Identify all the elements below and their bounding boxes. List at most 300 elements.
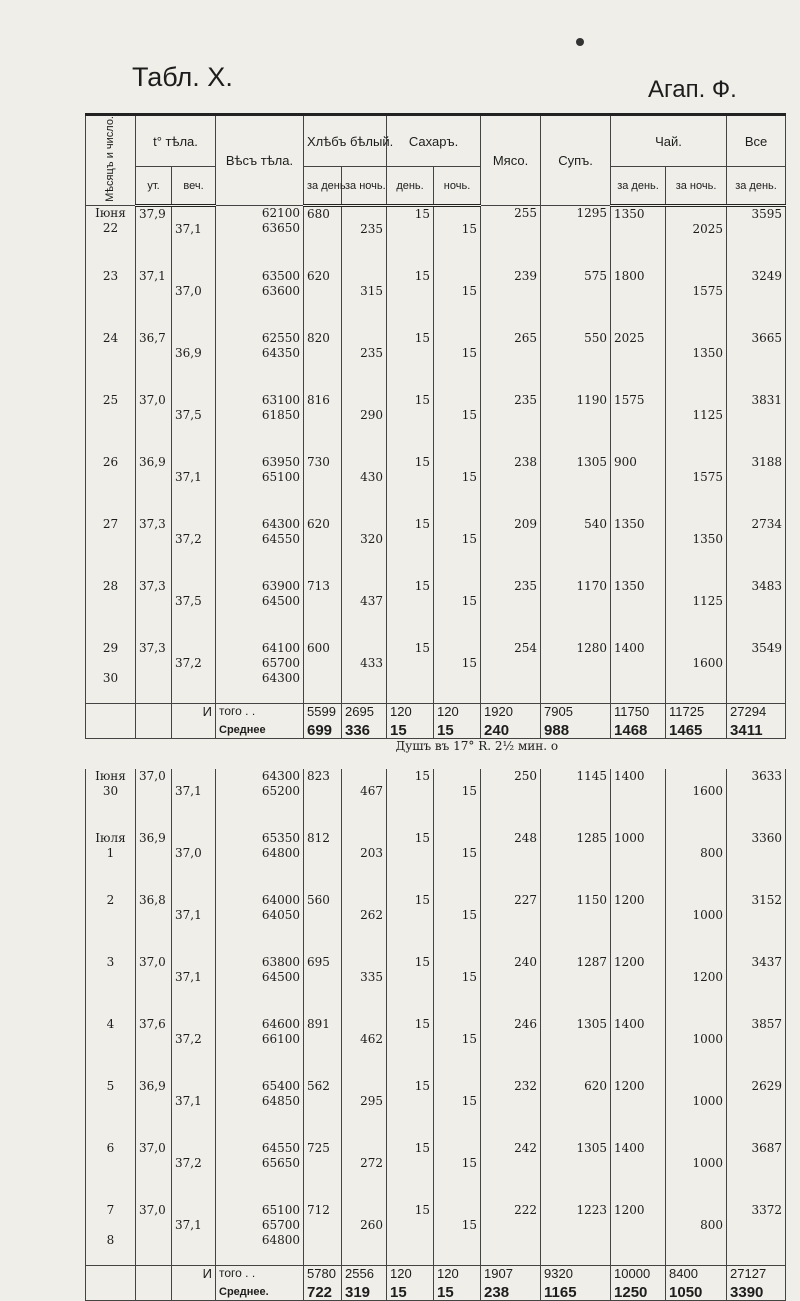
total-day-total-cell bbox=[727, 1265, 786, 1300]
meat-average: 240 bbox=[484, 721, 510, 739]
tea-day-cell bbox=[611, 455, 666, 517]
soup-cell bbox=[541, 831, 611, 893]
table-row bbox=[86, 517, 786, 579]
ink-dot bbox=[576, 38, 584, 46]
temp-morning-value: 37,0 bbox=[139, 392, 166, 407]
empty-cell bbox=[86, 1265, 136, 1300]
weight-value: 64300 bbox=[261, 516, 300, 531]
temp-morning-cell bbox=[136, 269, 172, 331]
table-row bbox=[86, 641, 786, 704]
sugar-day-value: 15 bbox=[414, 268, 431, 283]
weight-value: 64550 bbox=[261, 1140, 300, 1155]
temp-evening-cell bbox=[172, 955, 216, 1017]
col-bread-night: за ночь. bbox=[342, 167, 387, 206]
sugar-day-cell bbox=[387, 893, 434, 955]
bread-day-value: 725 bbox=[307, 1140, 330, 1155]
soup-value: 540 bbox=[584, 516, 608, 531]
totals-label-cell bbox=[216, 1265, 304, 1300]
tea-night-value: 1125 bbox=[692, 593, 724, 608]
date-day: 28 bbox=[102, 578, 119, 593]
meat-value: 246 bbox=[514, 1016, 538, 1031]
col-tea-header: Чай. bbox=[611, 115, 727, 167]
col-temp-morning: ут. bbox=[136, 167, 172, 206]
meat-cell bbox=[481, 455, 541, 517]
temp-evening-cell bbox=[172, 831, 216, 893]
bread-day-cell bbox=[304, 1079, 342, 1141]
weight-value: 62550 bbox=[261, 330, 300, 345]
tea-night-value: 1000 bbox=[692, 1093, 724, 1108]
tea-night-cell bbox=[666, 331, 727, 393]
weight-value: 64600 bbox=[261, 1016, 300, 1031]
tea-night-cell bbox=[666, 955, 727, 1017]
temp-morning-cell bbox=[136, 393, 172, 455]
table-title: Табл. X. bbox=[132, 62, 233, 92]
temp-evening-cell bbox=[172, 893, 216, 955]
sugar-night-value: 15 bbox=[461, 407, 478, 422]
weight-value: 63500 bbox=[261, 268, 300, 283]
weight-cell bbox=[216, 831, 304, 893]
meat-total-cell bbox=[481, 703, 541, 738]
weight-value: 64500 bbox=[261, 969, 300, 984]
bread-day-value: 620 bbox=[307, 268, 330, 283]
tea-day-value: 1000 bbox=[614, 830, 645, 845]
weight-cell bbox=[216, 769, 304, 831]
bread-day-cell bbox=[304, 641, 342, 704]
bread-day-cell bbox=[304, 831, 342, 893]
sugar-day-cell bbox=[387, 1203, 434, 1266]
bread-night-cell bbox=[342, 769, 387, 831]
col-tea-day: за день. bbox=[611, 167, 666, 206]
total-day-cell bbox=[727, 1017, 786, 1079]
tea-night-cell bbox=[666, 517, 727, 579]
sugar-day-total: 120 bbox=[390, 1265, 412, 1281]
sugar-day-total: 120 bbox=[390, 703, 412, 719]
meat-average: 238 bbox=[484, 1283, 510, 1301]
date-day: 4 bbox=[106, 1016, 115, 1031]
totals-label-initial-cell bbox=[172, 703, 216, 738]
temp-morning-value: 37,3 bbox=[139, 640, 166, 655]
temp-morning-value: 37,0 bbox=[139, 768, 166, 783]
col-temp-header: t° тѣла. bbox=[136, 115, 216, 167]
bread-night-value: 430 bbox=[360, 469, 384, 484]
tea-day-cell bbox=[611, 579, 666, 641]
total-day-cell bbox=[727, 1141, 786, 1203]
soup-cell bbox=[541, 517, 611, 579]
total-day-value: 3188 bbox=[751, 454, 783, 469]
col-bread-header: Хлѣбъ бѣлый. bbox=[304, 115, 387, 167]
weight-cell bbox=[216, 1079, 304, 1141]
tea-day-cell bbox=[611, 955, 666, 1017]
meat-cell bbox=[481, 831, 541, 893]
date-cell bbox=[86, 955, 136, 1017]
total-day-cell bbox=[727, 1203, 786, 1266]
sugar-night-value: 15 bbox=[461, 531, 478, 546]
bread-night-cell bbox=[342, 331, 387, 393]
bread-night-value: 260 bbox=[360, 1217, 384, 1232]
meat-value: 238 bbox=[514, 454, 538, 469]
date-cell bbox=[86, 1203, 136, 1266]
date-day: 30 bbox=[102, 783, 119, 798]
tea-night-average: 1050 bbox=[669, 1283, 703, 1301]
soup-cell bbox=[541, 769, 611, 831]
tea-night-value: 1600 bbox=[692, 783, 724, 798]
date-cell bbox=[86, 331, 136, 393]
sugar-day-cell bbox=[387, 269, 434, 331]
bread-day-cell bbox=[304, 1017, 342, 1079]
weight-value: 64000 bbox=[261, 892, 300, 907]
temp-evening-cell bbox=[172, 331, 216, 393]
sugar-night-value: 15 bbox=[461, 469, 478, 484]
table-row bbox=[86, 1017, 786, 1079]
sugar-night-cell bbox=[434, 205, 481, 269]
temp-morning-value: 36,9 bbox=[139, 454, 166, 469]
date-month: Іюня bbox=[95, 768, 126, 783]
meat-value: 239 bbox=[514, 268, 538, 283]
meat-value: 222 bbox=[514, 1202, 538, 1217]
tea-day-cell bbox=[611, 1141, 666, 1203]
tea-night-total: 11725 bbox=[669, 703, 705, 719]
totals-label-cell bbox=[216, 703, 304, 738]
total-day-value: 3857 bbox=[751, 1016, 783, 1031]
date-day: 25 bbox=[102, 392, 119, 407]
meat-cell bbox=[481, 1079, 541, 1141]
tea-night-total-cell bbox=[666, 1265, 727, 1300]
bread-total-cell bbox=[342, 1265, 387, 1300]
total-day-average: 3411 bbox=[730, 721, 763, 739]
temp-evening-value: 37,2 bbox=[175, 1031, 202, 1046]
bread-day-value: 816 bbox=[307, 392, 330, 407]
tea-day-total: 11750 bbox=[614, 703, 650, 719]
sugar-night-cell bbox=[434, 269, 481, 331]
bread-night-value: 335 bbox=[360, 969, 384, 984]
temp-evening-value: 37,2 bbox=[175, 531, 202, 546]
sugar-day-value: 15 bbox=[414, 516, 431, 531]
bread-day-value: 713 bbox=[307, 578, 330, 593]
weight-cell bbox=[216, 269, 304, 331]
total-day-value: 3831 bbox=[751, 392, 783, 407]
meat-cell bbox=[481, 269, 541, 331]
sugar-day-value: 15 bbox=[414, 330, 431, 345]
temp-morning-cell bbox=[136, 831, 172, 893]
tea-day-value: 1800 bbox=[614, 268, 645, 283]
tea-day-cell bbox=[611, 1017, 666, 1079]
col-soup-header: Супъ. bbox=[541, 115, 611, 206]
meat-value: 254 bbox=[514, 640, 538, 655]
temp-morning-cell bbox=[136, 205, 172, 269]
table-row bbox=[86, 205, 786, 269]
tea-night-cell bbox=[666, 769, 727, 831]
tea-night-cell bbox=[666, 579, 727, 641]
meat-value: 235 bbox=[514, 392, 538, 407]
meat-cell bbox=[481, 1141, 541, 1203]
table-row bbox=[86, 455, 786, 517]
sugar-night-value: 15 bbox=[461, 1031, 478, 1046]
bread-day-cell bbox=[304, 769, 342, 831]
tea-night-cell bbox=[666, 1079, 727, 1141]
tea-day-value: 1400 bbox=[614, 1016, 645, 1031]
soup-value: 1287 bbox=[576, 954, 608, 969]
weight-total-cell bbox=[304, 703, 342, 738]
sugar-night-value: 15 bbox=[461, 1093, 478, 1108]
meat-value: 255 bbox=[514, 205, 538, 220]
tea-day-cell bbox=[611, 1079, 666, 1141]
total-day-value: 3372 bbox=[751, 1202, 783, 1217]
tea-night-value: 1125 bbox=[692, 407, 724, 422]
temp-morning-cell bbox=[136, 893, 172, 955]
sugar-night-value: 15 bbox=[461, 907, 478, 922]
bread-night-cell bbox=[342, 205, 387, 269]
bread-day-value: 680 bbox=[307, 206, 330, 221]
block2-totals bbox=[86, 1265, 786, 1300]
bread-day-value: 560 bbox=[307, 892, 330, 907]
sugar-night-cell bbox=[434, 331, 481, 393]
tea-night-value: 1000 bbox=[692, 907, 724, 922]
soup-total: 9320 bbox=[544, 1265, 573, 1281]
date-cell bbox=[86, 269, 136, 331]
tea-night-value: 1350 bbox=[692, 345, 724, 360]
meat-value: 250 bbox=[514, 768, 538, 783]
weight-average: 722 bbox=[307, 1283, 333, 1301]
tea-day-cell bbox=[611, 831, 666, 893]
sugar-day-average: 15 bbox=[390, 721, 407, 739]
tea-day-total-cell bbox=[611, 1265, 666, 1300]
sugar-night-cell bbox=[434, 393, 481, 455]
bread-night-value: 203 bbox=[360, 845, 384, 860]
date-day: 29 bbox=[102, 640, 119, 655]
weight-value: 64050 bbox=[261, 907, 300, 922]
soup-value: 1280 bbox=[576, 640, 608, 655]
temp-evening-cell bbox=[172, 1079, 216, 1141]
sugar-day-value: 15 bbox=[414, 768, 431, 783]
sugar-night-cell bbox=[434, 955, 481, 1017]
date-cell bbox=[86, 1141, 136, 1203]
sugar-night-value: 15 bbox=[461, 969, 478, 984]
meat-cell bbox=[481, 769, 541, 831]
temp-morning-cell bbox=[136, 517, 172, 579]
meat-cell bbox=[481, 517, 541, 579]
sugar-day-value: 15 bbox=[414, 830, 431, 845]
total-day-value: 3360 bbox=[751, 830, 783, 845]
sugar-night-cell bbox=[434, 769, 481, 831]
total-day-value: 3437 bbox=[751, 954, 783, 969]
meat-total: 1920 bbox=[484, 703, 513, 719]
bread-total: 2556 bbox=[345, 1265, 374, 1281]
empty-cell bbox=[136, 703, 172, 738]
bread-night-cell bbox=[342, 393, 387, 455]
soup-value: 1190 bbox=[576, 392, 608, 407]
sugar-night-cell bbox=[434, 641, 481, 704]
soup-cell bbox=[541, 455, 611, 517]
sugar-night-total: 120 bbox=[437, 703, 459, 719]
col-weight-header: Вѣсъ тѣла. bbox=[216, 115, 304, 206]
tea-night-value: 1350 bbox=[692, 531, 724, 546]
tea-day-value: 900 bbox=[614, 454, 637, 469]
tea-day-value: 1400 bbox=[614, 1140, 645, 1155]
sugar-day-value: 15 bbox=[414, 954, 431, 969]
bread-night-cell bbox=[342, 893, 387, 955]
sugar-night-cell bbox=[434, 831, 481, 893]
total-day-cell bbox=[727, 205, 786, 269]
bread-night-value: 272 bbox=[360, 1155, 384, 1170]
temp-evening-cell bbox=[172, 269, 216, 331]
date-cell bbox=[86, 893, 136, 955]
date-cell bbox=[86, 205, 136, 269]
temp-evening-value: 37,0 bbox=[175, 283, 202, 298]
tea-night-value: 1200 bbox=[692, 969, 724, 984]
meat-value: 248 bbox=[514, 830, 538, 845]
total-day-cell bbox=[727, 1079, 786, 1141]
total-day-value: 2629 bbox=[751, 1078, 783, 1093]
temp-morning-cell bbox=[136, 1017, 172, 1079]
weight-value: 65350 bbox=[261, 830, 300, 845]
weight-value: 64350 bbox=[261, 345, 300, 360]
weight-average: 699 bbox=[307, 721, 333, 739]
bread-day-value: 823 bbox=[307, 768, 330, 783]
tea-night-cell bbox=[666, 1203, 727, 1266]
bread-night-cell bbox=[342, 641, 387, 704]
totals-row bbox=[86, 703, 786, 738]
sugar-day-cell bbox=[387, 393, 434, 455]
bread-day-cell bbox=[304, 205, 342, 269]
soup-cell bbox=[541, 1141, 611, 1203]
bread-night-value: 235 bbox=[360, 221, 384, 236]
temp-morning-value: 37,0 bbox=[139, 1202, 166, 1217]
meat-value: 265 bbox=[514, 330, 538, 345]
sugar-day-value: 15 bbox=[414, 206, 431, 221]
weight-cell bbox=[216, 1017, 304, 1079]
temp-morning-value: 36,8 bbox=[139, 892, 166, 907]
bread-day-cell bbox=[304, 269, 342, 331]
block1-body bbox=[86, 205, 786, 703]
temp-morning-value: 37,9 bbox=[139, 206, 166, 221]
tea-night-value: 800 bbox=[700, 1217, 724, 1232]
tea-day-cell bbox=[611, 893, 666, 955]
average-label: Среднее. bbox=[219, 1285, 269, 1298]
total-day-cell bbox=[727, 955, 786, 1017]
bread-day-value: 695 bbox=[307, 954, 330, 969]
shower-note-row bbox=[86, 738, 786, 769]
bread-night-value: 437 bbox=[360, 593, 384, 608]
weight-value: 65700 bbox=[261, 1217, 300, 1232]
col-total-day: за день. bbox=[727, 167, 786, 206]
bread-day-cell bbox=[304, 517, 342, 579]
total-day-value: 3152 bbox=[751, 892, 783, 907]
temp-morning-cell bbox=[136, 1203, 172, 1266]
tea-day-total: 10000 bbox=[614, 1265, 651, 1281]
col-bread-day: за день bbox=[304, 167, 342, 206]
weight-cell bbox=[216, 1203, 304, 1266]
sugar-day-cell bbox=[387, 831, 434, 893]
temp-morning-cell bbox=[136, 1141, 172, 1203]
meat-cell bbox=[481, 579, 541, 641]
soup-value: 1150 bbox=[576, 892, 608, 907]
date-day: 6 bbox=[106, 1140, 115, 1155]
sugar-night-value: 15 bbox=[461, 221, 478, 236]
bread-night-value: 320 bbox=[360, 531, 384, 546]
meat-value: 227 bbox=[514, 892, 538, 907]
temp-evening-value: 37,0 bbox=[175, 845, 202, 860]
sugar-night-value: 15 bbox=[461, 1217, 478, 1232]
tea-night-value: 1000 bbox=[692, 1031, 724, 1046]
temp-morning-cell bbox=[136, 1079, 172, 1141]
weight-value: 64500 bbox=[261, 593, 300, 608]
total-day-total: 27127 bbox=[730, 1265, 767, 1281]
soup-cell bbox=[541, 1203, 611, 1266]
total-day-total-cell bbox=[727, 703, 786, 738]
weight-value: 64100 bbox=[261, 640, 300, 655]
weight-cell bbox=[216, 205, 304, 269]
soup-cell bbox=[541, 893, 611, 955]
weight-value: 64550 bbox=[261, 531, 300, 546]
sugar-night-cell bbox=[434, 1141, 481, 1203]
sugar-night-value: 15 bbox=[461, 845, 478, 860]
weight-cell bbox=[216, 893, 304, 955]
weight-value: 65700 bbox=[261, 655, 300, 670]
temp-evening-value: 37,5 bbox=[175, 593, 202, 608]
date-day: 1 bbox=[106, 845, 115, 860]
bread-day-cell bbox=[304, 455, 342, 517]
soup-cell bbox=[541, 331, 611, 393]
meat-value: 242 bbox=[514, 1140, 538, 1155]
soup-cell bbox=[541, 1079, 611, 1141]
date-day: 3 bbox=[106, 954, 115, 969]
total-day-cell bbox=[727, 831, 786, 893]
soup-value: 1285 bbox=[576, 830, 608, 845]
tea-night-value: 2025 bbox=[692, 221, 724, 236]
temp-morning-value: 37,0 bbox=[139, 954, 166, 969]
sugar-night-cell bbox=[434, 1079, 481, 1141]
meat-cell bbox=[481, 955, 541, 1017]
temp-morning-cell bbox=[136, 331, 172, 393]
tea-day-total-cell bbox=[611, 703, 666, 738]
weight-value: 65650 bbox=[261, 1155, 300, 1170]
date-day: 22 bbox=[102, 220, 119, 235]
meat-cell bbox=[481, 393, 541, 455]
weight-value: 61850 bbox=[261, 407, 300, 422]
bread-day-value: 730 bbox=[307, 454, 330, 469]
sugar-day-cell bbox=[387, 455, 434, 517]
table-row bbox=[86, 1203, 786, 1266]
weight-value: 63100 bbox=[261, 392, 300, 407]
tea-night-value: 1575 bbox=[692, 469, 724, 484]
tea-day-value: 1350 bbox=[614, 578, 645, 593]
bread-night-cell bbox=[342, 1141, 387, 1203]
weight-cell bbox=[216, 955, 304, 1017]
temp-morning-cell bbox=[136, 641, 172, 704]
weight-value: 62100 bbox=[261, 205, 300, 220]
temp-morning-value: 37,3 bbox=[139, 578, 166, 593]
sugar-day-value: 15 bbox=[414, 578, 431, 593]
meat-value: 235 bbox=[514, 578, 538, 593]
sugar-night-value: 15 bbox=[461, 655, 478, 670]
tea-day-value: 1200 bbox=[614, 954, 645, 969]
total-day-cell bbox=[727, 331, 786, 393]
bread-day-value: 820 bbox=[307, 330, 330, 345]
tea-day-cell bbox=[611, 1203, 666, 1266]
weight-cell bbox=[216, 517, 304, 579]
bread-day-cell bbox=[304, 331, 342, 393]
total-day-cell bbox=[727, 269, 786, 331]
date-day: 5 bbox=[106, 1078, 115, 1093]
meat-cell bbox=[481, 205, 541, 269]
date-day: 26 bbox=[102, 454, 119, 469]
bread-day-cell bbox=[304, 1203, 342, 1266]
sugar-night-cell bbox=[434, 455, 481, 517]
bread-night-cell bbox=[342, 955, 387, 1017]
bread-day-value: 712 bbox=[307, 1202, 330, 1217]
temp-evening-value: 37,2 bbox=[175, 655, 202, 670]
bread-night-value: 433 bbox=[360, 655, 384, 670]
